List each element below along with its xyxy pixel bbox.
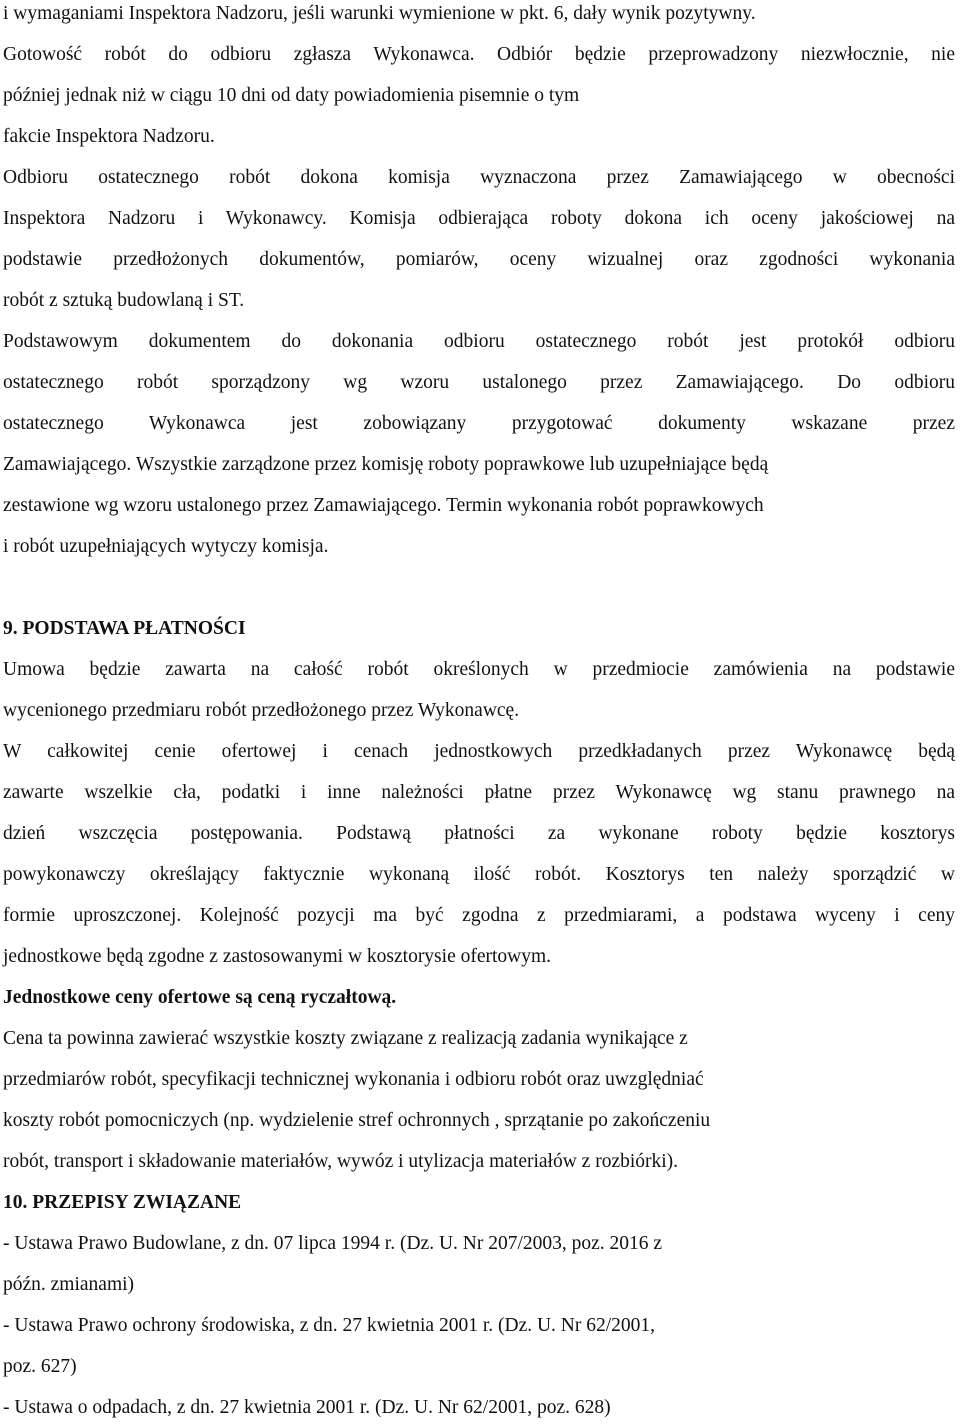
list-item: poz. 627) (3, 1356, 77, 1377)
list-item: - Ustawa Prawo ochrony środowiska, z dn. 27 kwietnia 2001 r. (Dz. U. Nr 62/2001, (3, 1315, 656, 1336)
text-line: i robót uzupełniających wytyczy komisja. (3, 536, 329, 557)
text-line: zestawione wg wzoru ustalonego przez Zamawiającego. Termin wykonania robót poprawkowych (3, 495, 764, 516)
emphasis-line: Jednostkowe ceny ofertowe są ceną ryczałtową. (3, 987, 397, 1008)
text-line: Inspektora Nadzoru i Wykonawcy. Komisja odbierająca roboty dokona ich oceny jakościowej na (3, 208, 955, 229)
section-heading: 10. PRZEPISY ZWIĄZANE (3, 1192, 242, 1213)
text-line: fakcie Inspektora Nadzoru. (3, 126, 215, 147)
text-line: dzień wszczęcia postępowania. Podstawą płatności za wykonane roboty będzie kosztorys (3, 823, 955, 844)
text-line: robót z sztuką budowlaną i ST. (3, 290, 245, 311)
text-line: zawarte wszelkie cła, podatki i inne należności płatne przez Wykonawcę wg stanu prawnego na (3, 782, 955, 803)
text-line: ostatecznego Wykonawca jest zobowiązany przygotować dokumenty wskazane przez (3, 413, 955, 434)
text-line: W całkowitej cenie ofertowej i cenach jednostkowych przedkładanych przez Wykonawcę będą (3, 741, 955, 762)
text-line: później jednak niż w ciągu 10 dni od daty powiadomienia pisemnie o tym (3, 85, 580, 106)
list-item: - Ustawa o odpadach, z dn. 27 kwietnia 2001 r. (Dz. U. Nr 62/2001, poz. 628) (3, 1397, 611, 1418)
text-line: Zamawiającego. Wszystkie zarządzone przez komisję roboty poprawkowe lub uzupełniające będą (3, 454, 769, 475)
text-line: ostatecznego robót sporządzony wg wzoru ustalonego przez Zamawiającego. Do odbioru (3, 372, 955, 393)
text-line: koszty robót pomocniczych (np. wydzielenie stref ochronnych , sprzątanie po zakończeniu (3, 1110, 711, 1131)
text-line: wycenionego przedmiaru robót przedłożonego przez Wykonawcę. (3, 700, 520, 721)
list-item: - Ustawa Prawo Budowlane, z dn. 07 lipca 1994 r. (Dz. U. Nr 207/2003, poz. 2016 z (3, 1233, 663, 1254)
text-line: Umowa będzie zawarta na całość robót określonych w przedmiocie zamówienia na podstawie (3, 659, 955, 680)
text-line: robót, transport i składowanie materiałów, wywóz i utylizacja materiałów z rozbiórki). (3, 1151, 679, 1172)
section-heading: 9. PODSTAWA PŁATNOŚCI (3, 618, 246, 639)
text-line: Gotowość robót do odbioru zgłasza Wykonawca. Odbiór będzie przeprowadzony niezwłocznie, nie (3, 44, 955, 65)
text-line: przedmiarów robót, specyfikacji technicznej wykonania i odbioru robót oraz uwzględniać (3, 1069, 704, 1090)
text-line: Podstawowym dokumentem do dokonania odbioru ostatecznego robót jest protokół odbioru (3, 331, 955, 352)
text-line: i wymaganiami Inspektora Nadzoru, jeśli warunki wymienione w pkt. 6, dały wynik pozytywny. (3, 3, 756, 24)
list-item: późn. zmianami) (3, 1274, 135, 1295)
text-line: formie uproszczonej. Kolejność pozycji ma być zgodna z przedmiarami, a podstawa wyceny i ceny (3, 905, 955, 926)
text-line: Odbioru ostatecznego robót dokona komisja wyznaczona przez Zamawiającego w obecności (3, 167, 955, 188)
text-line: podstawie przedłożonych dokumentów, pomiarów, oceny wizualnej oraz zgodności wykonania (3, 249, 955, 270)
text-line: powykonawczy określający faktycznie wykonaną ilość robót. Kosztorys ten należy sporządzić w (3, 864, 955, 885)
text-line: jednostkowe będą zgodne z zastosowanymi w kosztorysie ofertowym. (3, 946, 552, 967)
text-line: Cena ta powinna zawierać wszystkie koszty związane z realizacją zadania wynikające z (3, 1028, 688, 1049)
